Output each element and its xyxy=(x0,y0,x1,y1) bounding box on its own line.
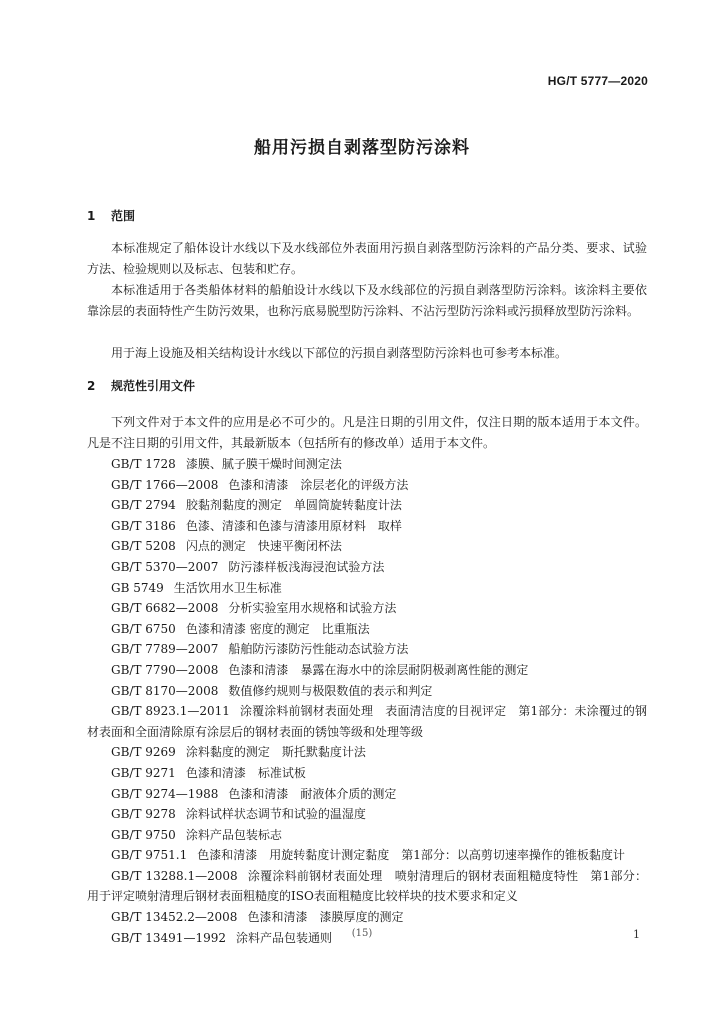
reference-code: GB/T 3186 xyxy=(111,518,176,533)
reference-title: 涂料黏度的测定 斯托默黏度计法 xyxy=(185,745,366,760)
scope-paragraph-3: 用于海上设施及相关结构设计水线以下部位的污损自剥落型防污涂料也可参考本标准。 xyxy=(111,346,568,360)
reference-code: GB/T 13452.2—2008 xyxy=(111,910,238,925)
reference-item xyxy=(87,763,647,784)
reference-code: GB/T 9278 xyxy=(111,807,176,822)
reference-title: 涂料产品包装通则 xyxy=(235,930,332,945)
reference-code: GB/T 13491—1992 xyxy=(111,930,226,945)
reference-item xyxy=(87,557,647,578)
reference-code: GB/T 1728 xyxy=(111,457,176,471)
reference-title: 数值修约规则与极限数值的表示和判定 xyxy=(228,683,433,698)
reference-code: GB/T 9751.1 xyxy=(111,848,188,863)
footer-sheet-code: (15) xyxy=(351,928,373,939)
reference-item xyxy=(87,907,647,928)
reference-item xyxy=(87,845,647,866)
reference-item xyxy=(87,619,647,640)
reference-item xyxy=(87,701,647,742)
reference-title: 分析实验室用水规格和试验方法 xyxy=(228,601,397,616)
reference-item xyxy=(87,742,647,763)
reference-code: GB/T 5208 xyxy=(111,539,176,554)
reference-item xyxy=(87,454,647,475)
reference-code: GB/T 9271 xyxy=(111,765,176,780)
reference-title: 涂料产品包装标志 xyxy=(185,827,282,842)
section-title: 规范性引用文件 xyxy=(111,379,196,393)
reference-code: GB/T 9274—1988 xyxy=(111,786,219,801)
reference-title: 色漆和清漆 用旋转黏度计测定黏度 第1部分：以高剪切速率操作的锥板黏度计 xyxy=(197,848,625,863)
reference-title: 防污漆样板浅海浸泡试验方法 xyxy=(228,559,385,574)
reference-list xyxy=(87,454,647,948)
reference-code: GB/T 6682—2008 xyxy=(111,601,219,616)
reference-code: GB/T 7790—2008 xyxy=(111,662,219,677)
section-title: 范围 xyxy=(111,209,136,223)
page-number: 1 xyxy=(633,928,640,941)
section-heading-normative-references xyxy=(87,377,195,394)
reference-title: 色漆和清漆 耐液体介质的测定 xyxy=(228,786,397,801)
reference-title: 船舶防污漆防污性能动态试验方法 xyxy=(228,642,409,657)
section-heading-scope xyxy=(87,207,135,224)
reference-code: GB/T 8170—2008 xyxy=(111,683,219,698)
section-number: 1 xyxy=(87,209,96,223)
scope-paragraph-2: 本标准适用于各类船体材料的船舶设计水线以下及水线部位的污损自剥落型防污涂料。该涂料主要依靠涂层的表面特性产生防污效果，也称污底易脱型防污涂料、不沾污型防污涂料或污损释放型防污涂料。 xyxy=(87,283,647,318)
references-intro-paragraph: 下列文件对于本文件的应用是必不可少的。凡是注日期的引用文件，仅注日期的版本适用于本文件。凡是不注日期的引用文件，其最新版本（包括所有的修改单）适用于本文件。 xyxy=(87,415,647,450)
reference-code: GB/T 13288.1—2008 xyxy=(111,868,238,883)
reference-item xyxy=(87,784,647,805)
reference-item xyxy=(87,536,647,557)
reference-title: 色漆和清漆 暴露在海水中的涂层耐阴极剥离性能的测定 xyxy=(228,662,529,677)
reference-item xyxy=(87,639,647,660)
reference-code: GB/T 5370—2007 xyxy=(111,559,219,574)
reference-title: 色漆和清漆 标准试板 xyxy=(185,765,306,780)
scope-paragraph-1: 本标准规定了船体设计水线以下及水线部位外表面用污损自剥落型防污涂料的产品分类、要求、试验方法、检验规则以及标志、包装和贮存。 xyxy=(87,241,647,276)
reference-title: 生活饮用水卫生标准 xyxy=(173,580,282,595)
reference-title: 胶黏剂黏度的测定 单圆筒旋转黏度计法 xyxy=(185,498,402,513)
reference-title: 漆膜、腻子膜干燥时间测定法 xyxy=(185,457,342,471)
standard-number: HG/T 5777—2020 xyxy=(547,74,648,88)
reference-item xyxy=(87,516,647,537)
reference-code: GB 5749 xyxy=(111,580,164,595)
reference-title: 涂覆涂料前钢材表面处理 表面清洁度的目视评定 第1部分：未涂覆过的钢材表面和全面清除原有涂层后的钢材表面的锈蚀等级和处理等级 xyxy=(87,704,648,739)
section-number: 2 xyxy=(87,379,96,393)
reference-code: GB/T 9269 xyxy=(111,745,176,760)
reference-item xyxy=(87,495,647,516)
reference-code: GB/T 7789—2007 xyxy=(111,642,219,657)
reference-title: 色漆和清漆 密度的测定 比重瓶法 xyxy=(185,621,370,636)
reference-title: 涂覆涂料前钢材表面处理 喷射清理后的钢材表面粗糙度特性 第1部分：用于评定喷射清理后钢材表面粗糙度的ISO表面粗糙度比较样块的技术要求和定义 xyxy=(87,868,647,904)
reference-item xyxy=(87,578,647,599)
reference-title: 色漆、清漆和色漆与清漆用原材料 取样 xyxy=(185,518,402,533)
reference-code: GB/T 2794 xyxy=(111,498,176,513)
reference-item xyxy=(87,825,647,846)
reference-title: 色漆和清漆 漆膜厚度的测定 xyxy=(247,910,404,925)
reference-item xyxy=(87,660,647,681)
reference-item xyxy=(87,681,647,702)
reference-item xyxy=(87,866,647,907)
reference-title: 闪点的测定 快速平衡闭杯法 xyxy=(185,539,342,554)
reference-title: 涂料试样状态调节和试验的温湿度 xyxy=(185,807,366,822)
reference-title: 色漆和清漆 涂层老化的评级方法 xyxy=(228,477,409,492)
reference-item xyxy=(87,475,647,496)
reference-code: GB/T 8923.1—2011 xyxy=(111,704,230,719)
document-title: 船用污损自剥落型防污涂料 xyxy=(254,138,470,158)
reference-item xyxy=(87,804,647,825)
reference-item xyxy=(87,598,647,619)
reference-code: GB/T 6750 xyxy=(111,621,176,636)
reference-code: GB/T 1766—2008 xyxy=(111,477,219,492)
reference-code: GB/T 9750 xyxy=(111,827,176,842)
